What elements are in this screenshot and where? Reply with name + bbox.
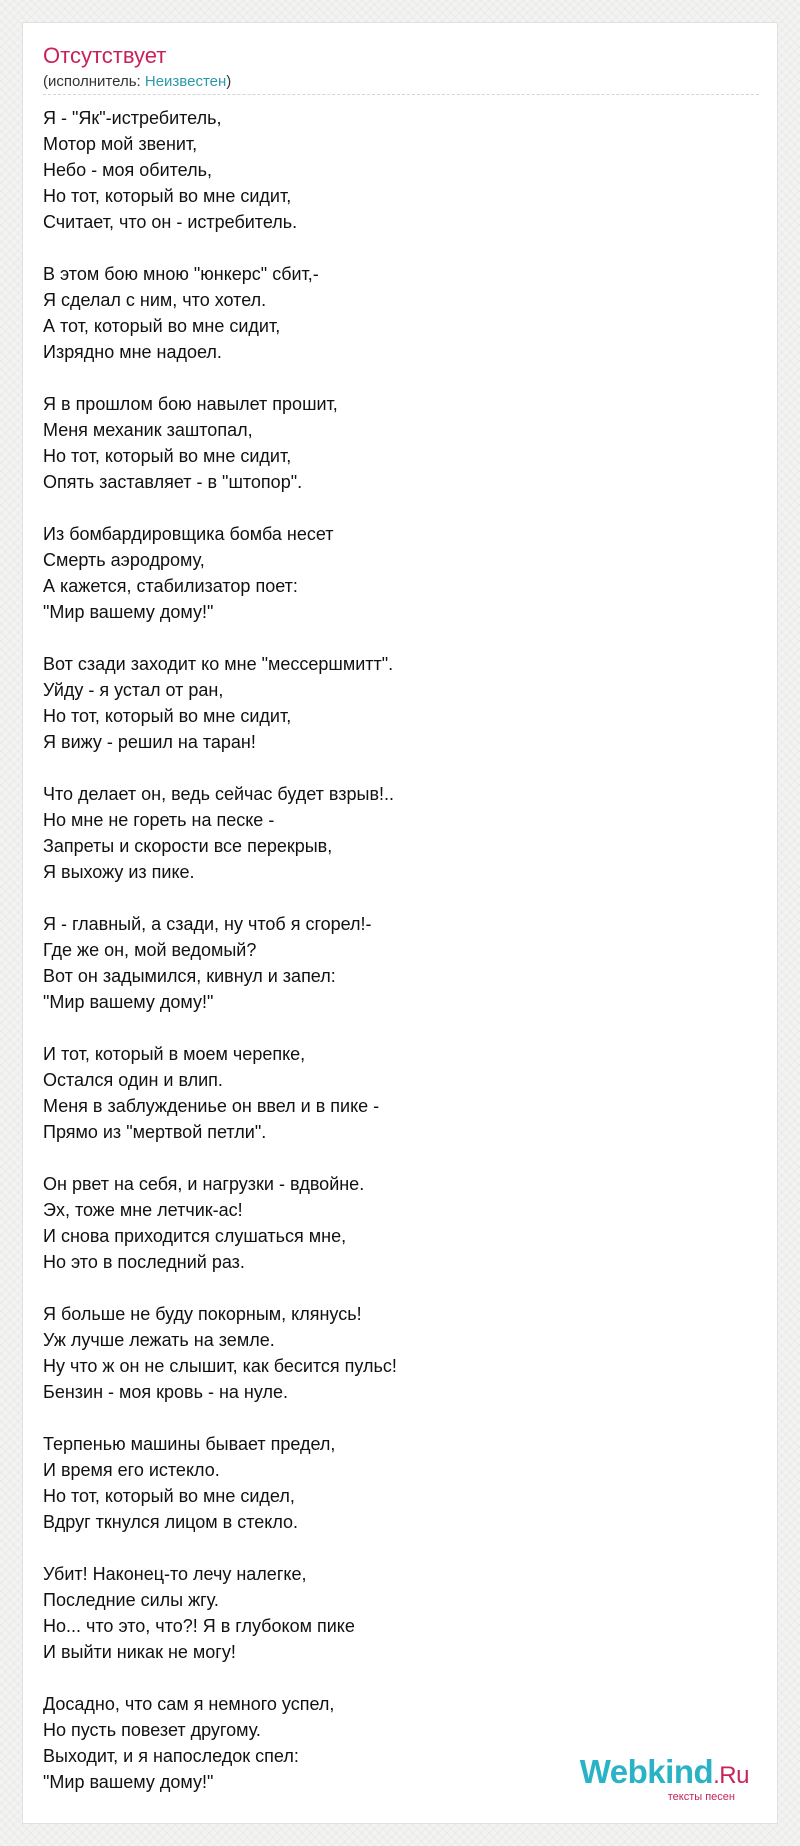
subtitle-prefix: (исполнитель: [43, 73, 145, 90]
lyric-line: Мотор мой звенит, [43, 134, 198, 154]
lyric-line: Но... что это, что?! Я в глубоком пике [43, 1616, 355, 1636]
lyric-line: Но это в последний раз. [43, 1252, 245, 1272]
stanza [43, 651, 759, 755]
lyric-line: Бензин - моя кровь - на нуле. [43, 1382, 288, 1402]
lyric-line: Выходит, и я напоследок спел: [43, 1746, 299, 1766]
lyric-line: Вот он задымился, кивнул и запел: [43, 966, 336, 986]
lyric-line: Из бомбардировщика бомба несет [43, 524, 334, 544]
lyric-line: А тот, который во мне сидит, [43, 316, 281, 336]
lyric-line: Небо - моя обитель, [43, 160, 212, 180]
lyrics-text [43, 105, 759, 1821]
lyrics-card [22, 22, 778, 1824]
lyric-line: В этом бою мною "юнкерс" сбит,- [43, 264, 319, 284]
lyric-line: Последние силы жгу. [43, 1590, 219, 1610]
lyric-line: Смерть аэродрому, [43, 550, 205, 570]
lyric-line: Запреты и скорости все перекрыв, [43, 836, 333, 856]
lyric-line: "Мир вашему дому!" [43, 1772, 214, 1792]
lyric-line: Остался один и влип. [43, 1070, 223, 1090]
song-title: Отсутствует [43, 43, 167, 68]
artist-link[interactable]: Неизвестен [144, 73, 227, 90]
lyric-line: Прямо из "мертвой петли". [43, 1122, 267, 1142]
stanza [43, 261, 759, 365]
lyric-line: Вот сзади заходит ко мне "мессершмитт". [43, 654, 394, 674]
lyric-line: Уйду - я устал от ран, [43, 680, 224, 700]
lyric-line: Я больше не буду покорным, клянусь! [43, 1304, 362, 1324]
lyric-line: Меня в заблуждениье он ввел и в пике - [43, 1096, 380, 1116]
lyric-line: Терпенью машины бывает предел, [43, 1434, 336, 1454]
stanza [43, 911, 759, 1015]
logo-tagline: тексты песен [667, 1791, 735, 1803]
lyric-line: Но тот, который во мне сидит, [43, 446, 292, 466]
lyric-line: "Мир вашему дому!" [43, 602, 214, 622]
lyric-line: Уж лучше лежать на земле. [43, 1330, 275, 1350]
stanza [43, 521, 759, 625]
logo-wordmark [580, 1755, 749, 1793]
stanza [43, 1431, 759, 1535]
lyric-line: Я - главный, а сзади, ну чтоб я сгорел!- [43, 914, 372, 934]
logo-domain: .Ru [713, 1762, 749, 1789]
lyric-line: Эх, тоже мне летчик-ас! [43, 1200, 243, 1220]
lyric-line: Убит! Наконец-то лечу налегке, [43, 1564, 307, 1584]
lyric-line: Вдруг ткнулся лицом в стекло. [43, 1512, 299, 1532]
lyric-line: Я - "Як"-истребитель, [43, 108, 222, 128]
lyric-line: И снова приходится слушаться мне, [43, 1226, 347, 1246]
lyric-line: Ну что ж он не слышит, как бесится пульс! [43, 1356, 397, 1376]
lyric-line: Я в прошлом бою навылет прошит, [43, 394, 338, 414]
subtitle-suffix: ) [226, 73, 232, 90]
lyric-line: Я вижу - решил на таран! [43, 732, 256, 752]
lyric-line: Опять заставляет - в "штопор". [43, 472, 303, 492]
stanza [43, 1041, 759, 1145]
logo-main-text: Webkind [579, 1753, 714, 1790]
lyric-line: Изрядно мне надоел. [43, 342, 222, 362]
lyric-line: Что делает он, ведь сейчас будет взрыв!.. [43, 784, 395, 804]
lyric-line: Но тот, который во мне сидит, [43, 186, 292, 206]
stanza [43, 781, 759, 885]
webkind-logo[interactable] [580, 1755, 749, 1803]
stanza [43, 105, 759, 235]
lyric-line: И выйти никак не могу! [43, 1642, 236, 1662]
stanza [43, 1171, 759, 1275]
lyric-line: Где же он, мой ведомый? [43, 940, 257, 960]
lyric-line: Но мне не гореть на песке - [43, 810, 275, 830]
lyric-line: Досадно, что сам я немного успел, [43, 1694, 335, 1714]
lyric-line: Но пусть повезет другому. [43, 1720, 261, 1740]
lyric-line: Но тот, который во мне сидит, [43, 706, 292, 726]
lyric-line: Считает, что он - истребитель. [43, 212, 298, 232]
lyric-line: Я выхожу из пике. [43, 862, 195, 882]
lyric-line: Меня механик заштопал, [43, 420, 253, 440]
lyric-line: И тот, который в моем черепке, [43, 1044, 306, 1064]
stanza [43, 1301, 759, 1405]
lyric-line: Он рвет на себя, и нагрузки - вдвойне. [43, 1174, 365, 1194]
stanza [43, 1561, 759, 1665]
lyric-line: Я сделал с ним, что хотел. [43, 290, 267, 310]
song-subtitle [43, 73, 231, 91]
lyric-line: "Мир вашему дому!" [43, 992, 214, 1012]
header-divider [43, 94, 759, 95]
lyric-line: Но тот, который во мне сидел, [43, 1486, 295, 1506]
lyric-line: А кажется, стабилизатор поет: [43, 576, 298, 596]
stanza [43, 391, 759, 495]
lyric-line: И время его истекло. [43, 1460, 220, 1480]
